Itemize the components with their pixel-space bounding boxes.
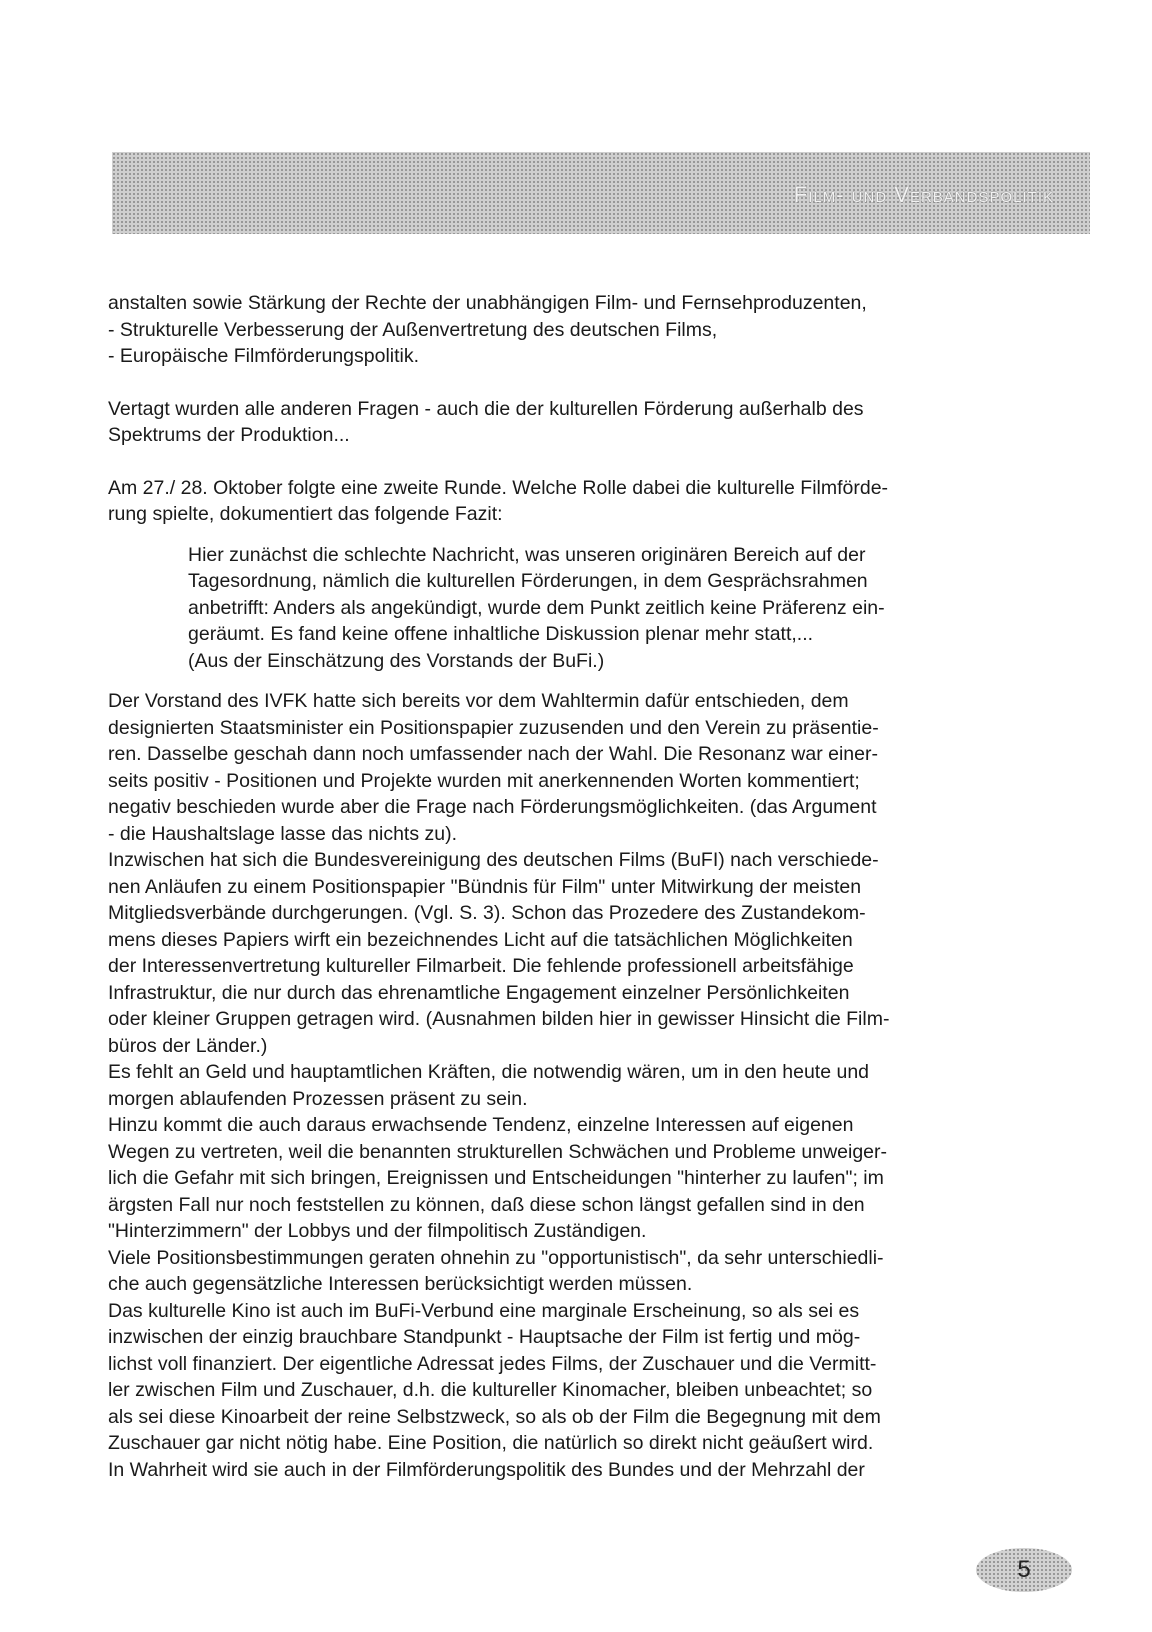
text-line: inzwischen der einzig brauchbare Standpunkt - Hauptsache der Film ist fertig und mög- bbox=[108, 1326, 861, 1348]
text-line: büros der Länder.) bbox=[108, 1034, 268, 1057]
text-line: Hinzu kommt die auch daraus erwachsende Tendenz, einzelne Interessen auf eigenen bbox=[108, 1114, 854, 1136]
text-line: oder kleiner Gruppen getragen wird. (Ausnahmen bilden hier in gewisser Hinsicht die Film- bbox=[108, 1008, 890, 1030]
section-header-band bbox=[112, 152, 1090, 234]
page-number: 5 bbox=[1017, 1556, 1031, 1583]
text-line: rung spielte, dokumentiert das folgende Fazit: bbox=[108, 503, 503, 525]
text-line: Inzwischen hat sich die Bundesvereinigung des deutschen Films (BuFI) nach verschiede- bbox=[108, 849, 879, 871]
paragraph-gap bbox=[108, 449, 1028, 475]
text-line: che auch gegensätzliche Interessen berücksichtigt werden müssen. bbox=[108, 1273, 693, 1295]
text-line: der Interessenvertretung kultureller Filmarbeit. Die fehlende professionell arbeitsfähige bbox=[108, 955, 854, 977]
text-line: Infrastruktur, die nur durch das ehrenamtliche Engagement einzelner Persönlichkeiten bbox=[108, 981, 850, 1004]
section-title: Film- und Verbandspolitik bbox=[793, 182, 1054, 207]
block-quote bbox=[188, 542, 1008, 675]
text-line: Am 27./ 28. Oktober folgte eine zweite Runde. Welche Rolle dabei die kulturelle Filmförde- bbox=[108, 476, 889, 499]
text-line: lich die Gefahr mit sich bringen, Ereignissen und Entscheidungen "hinterher zu laufen"; im bbox=[108, 1167, 884, 1189]
text-line: ler zwischen Film und Zuschauer, d.h. die kultureller Kinomacher, bleiben unbeachtet; so bbox=[108, 1379, 873, 1401]
text-line: Viele Positionsbestimmungen geraten ohnehin zu "opportunistisch", da sehr unterschiedli- bbox=[108, 1246, 884, 1269]
text-line: mens dieses Papiers wirft ein bezeichnendes Licht auf die tatsächlichen Möglichkeiten bbox=[108, 928, 853, 951]
document-body bbox=[108, 290, 1028, 1483]
text-line: nen Anläufen zu einem Positionspapier "Bündnis für Film" unter Mitwirkung der meisten bbox=[108, 875, 862, 898]
paragraph bbox=[108, 475, 1028, 528]
text-line: als sei diese Kinoarbeit der reine Selbstzweck, so als ob der Film die Begegnung mit dem bbox=[108, 1405, 881, 1428]
text-line: - die Haushaltslage lasse das nichts zu). bbox=[108, 822, 458, 845]
text-line: Der Vorstand des IVFK hatte sich bereits vor dem Wahltermin dafür entschieden, dem bbox=[108, 690, 849, 712]
text-line: lichst voll finanziert. Der eigentliche Adressat jedes Films, der Zuschauer und die Vermitt- bbox=[108, 1352, 877, 1375]
text-line: Das kulturelle Kino ist auch im BuFi-Verbund eine marginale Erscheinung, so als sei es bbox=[108, 1299, 860, 1322]
text-line: Vertagt wurden alle anderen Fragen - auch die der kulturellen Förderung außerhalb des bbox=[108, 397, 864, 420]
text-line: designierten Staatsminister ein Positionspapier zuzusenden und den Verein zu präsentie- bbox=[108, 716, 879, 739]
text-line: anbetrifft: Anders als angekündigt, wurde dem Punkt zeitlich keine Präferenz ein- bbox=[188, 596, 885, 619]
text-line: Wegen zu vertreten, weil die benannten strukturellen Schwächen und Probleme unweiger- bbox=[108, 1140, 888, 1163]
text-line: Zuschauer gar nicht nötig habe. Eine Position, die natürlich so direkt nicht geäußert wird. bbox=[108, 1432, 874, 1454]
text-line: geräumt. Es fand keine offene inhaltliche Diskussion plenar mehr statt,... bbox=[188, 623, 814, 645]
paragraph bbox=[108, 290, 1028, 370]
text-line: "Hinterzimmern" der Lobbys und der filmpolitisch Zuständigen. bbox=[108, 1220, 647, 1242]
paragraph bbox=[108, 688, 1028, 1483]
text-line: Mitgliedsverbände durchgerungen. (Vgl. S. 3). Schon das Prozedere des Zustandekom- bbox=[108, 902, 866, 924]
text-line: negativ beschieden wurde aber die Frage nach Förderungsmöglichkeiten. (das Argument bbox=[108, 796, 877, 818]
text-line: Spektrums der Produktion... bbox=[108, 424, 350, 446]
text-line: ärgsten Fall nur noch feststellen zu können, daß diese schon längst gefallen sind in den bbox=[108, 1193, 865, 1216]
text-line: anstalten sowie Stärkung der Rechte der unabhängigen Film- und Fernsehproduzenten, bbox=[108, 292, 867, 314]
text-line: Es fehlt an Geld und hauptamtlichen Kräften, die notwendig wären, um in den heute und bbox=[108, 1061, 870, 1083]
text-line: (Aus der Einschätzung des Vorstands der BuFi.) bbox=[188, 649, 605, 672]
text-line: In Wahrheit wird sie auch in der Filmförderungspolitik des Bundes und der Mehrzahl der bbox=[108, 1458, 865, 1481]
text-line: - Strukturelle Verbesserung der Außenvertretung des deutschen Films, bbox=[108, 318, 718, 341]
page-number-badge bbox=[976, 1548, 1072, 1592]
text-line: ren. Dasselbe geschah dann noch umfassender nach der Wahl. Die Resonanz war einer- bbox=[108, 743, 878, 765]
text-line: morgen ablaufenden Prozessen präsent zu sein. bbox=[108, 1087, 528, 1110]
text-line: seits positiv - Positionen und Projekte wurden mit anerkennenden Worten kommentiert; bbox=[108, 769, 860, 792]
text-line: - Europäische Filmförderungspolitik. bbox=[108, 345, 420, 367]
paragraph bbox=[108, 396, 1028, 449]
text-line: Tagesordnung, nämlich die kulturellen Förderungen, in dem Gesprächsrahmen bbox=[188, 570, 868, 592]
paragraph-gap bbox=[108, 370, 1028, 396]
text-line: Hier zunächst die schlechte Nachricht, was unseren originären Bereich auf der bbox=[188, 543, 866, 566]
